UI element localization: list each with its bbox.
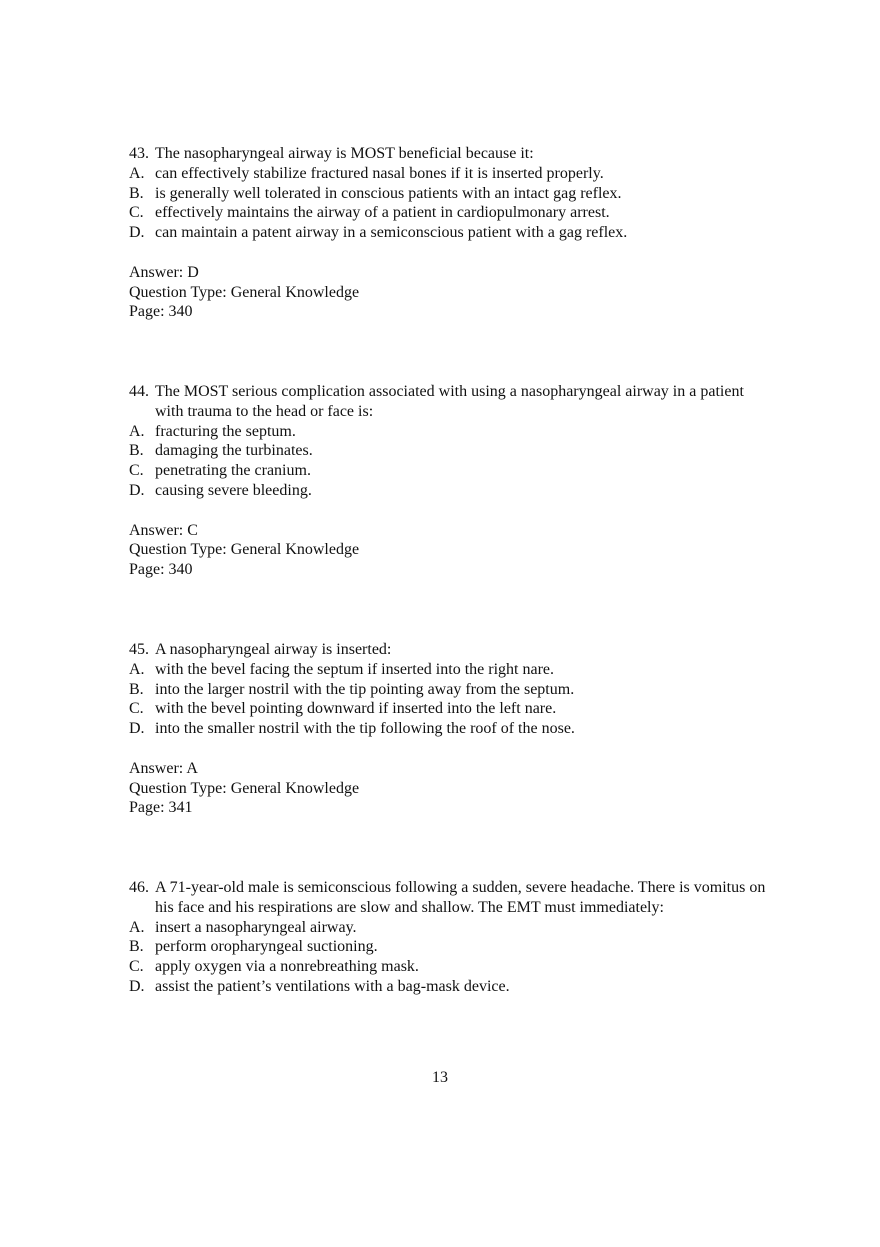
option-letter: C. (129, 958, 144, 976)
option-d (129, 223, 769, 243)
option-d (129, 719, 769, 739)
page-reference-line: Page: 340 (129, 561, 193, 579)
option-c (129, 461, 769, 481)
option-a (129, 660, 769, 680)
page-number: 13 (432, 1069, 448, 1086)
option-c (129, 957, 769, 977)
answer-line: Answer: C (129, 521, 198, 539)
answer-options (129, 164, 769, 243)
answer-options (129, 660, 769, 739)
question-44 (129, 382, 769, 580)
question-43 (129, 144, 769, 322)
option-text: causing severe bleeding. (155, 481, 312, 499)
option-text: with the bevel pointing downward if inserted into the left nare. (155, 700, 557, 718)
option-letter: C. (129, 462, 144, 480)
option-text: effectively maintains the airway of a patient in cardiopulmonary arrest. (155, 204, 610, 222)
option-letter: A. (129, 422, 145, 440)
answer-meta (129, 263, 769, 322)
answer-meta (129, 521, 769, 580)
answer-line: Answer: A (129, 759, 198, 777)
question-stem (129, 640, 769, 660)
option-letter: B. (129, 442, 144, 460)
option-letter: D. (129, 481, 145, 499)
option-letter: D. (129, 720, 145, 738)
question-type-line: Question Type: General Knowledge (129, 779, 360, 797)
option-letter: B. (129, 680, 144, 698)
option-text: apply oxygen via a nonrebreathing mask. (155, 958, 419, 976)
option-text: into the smaller nostril with the tip following the roof of the nose. (155, 720, 575, 738)
option-b (129, 937, 769, 957)
option-a (129, 164, 769, 184)
option-d (129, 977, 769, 997)
option-letter: C. (129, 204, 144, 222)
option-letter: B. (129, 184, 144, 202)
question-type-line: Question Type: General Knowledge (129, 541, 360, 559)
option-text: fracturing the septum. (155, 422, 296, 440)
option-c (129, 203, 769, 223)
option-letter: D. (129, 224, 145, 242)
page-reference-line: Page: 340 (129, 303, 193, 321)
question-text: A 71-year-old male is semiconscious following a sudden, severe headache. There is vomitus on his face and his respirations are slow and shallow. The EMT must immediately: (155, 879, 766, 916)
option-letter: C. (129, 700, 144, 718)
option-text: with the bevel facing the septum if inserted into the right nare. (155, 660, 554, 678)
option-text: can maintain a patent airway in a semiconscious patient with a gag reflex. (155, 224, 628, 242)
option-text: assist the patient’s ventilations with a bag-mask device. (155, 977, 510, 995)
answer-options (129, 918, 769, 997)
answer-options (129, 422, 769, 501)
option-text: is generally well tolerated in conscious patients with an intact gag reflex. (155, 184, 622, 202)
question-number: 43. (129, 145, 149, 162)
question-text: A nasopharyngeal airway is inserted: (155, 641, 392, 658)
page-reference-line: Page: 341 (129, 799, 193, 817)
option-b (129, 680, 769, 700)
question-text: The MOST serious complication associated with using a nasopharyngeal airway in a patient with trauma to the head or face is: (155, 383, 744, 420)
question-stem (129, 878, 769, 918)
question-text: The nasopharyngeal airway is MOST beneficial because it: (155, 145, 534, 162)
question-stem (129, 144, 769, 164)
option-text: damaging the turbinates. (155, 442, 313, 460)
option-letter: A. (129, 164, 145, 182)
option-letter: A. (129, 918, 145, 936)
option-text: perform oropharyngeal suctioning. (155, 938, 378, 956)
option-b (129, 441, 769, 461)
option-letter: A. (129, 660, 145, 678)
option-text: penetrating the cranium. (155, 462, 311, 480)
question-number: 44. (129, 383, 149, 400)
option-text: into the larger nostril with the tip pointing away from the septum. (155, 680, 575, 698)
question-number: 46. (129, 879, 149, 896)
option-letter: B. (129, 938, 144, 956)
option-c (129, 699, 769, 719)
option-a (129, 918, 769, 938)
answer-line: Answer: D (129, 263, 199, 281)
question-stem (129, 382, 769, 422)
option-text: insert a nasopharyngeal airway. (155, 918, 357, 936)
question-number: 45. (129, 641, 149, 658)
option-b (129, 184, 769, 204)
option-letter: D. (129, 977, 145, 995)
question-type-line: Question Type: General Knowledge (129, 283, 360, 301)
option-d (129, 481, 769, 501)
option-a (129, 422, 769, 442)
option-text: can effectively stabilize fractured nasal bones if it is inserted properly. (155, 164, 604, 182)
question-46 (129, 878, 769, 997)
question-45 (129, 640, 769, 818)
answer-meta (129, 759, 769, 818)
